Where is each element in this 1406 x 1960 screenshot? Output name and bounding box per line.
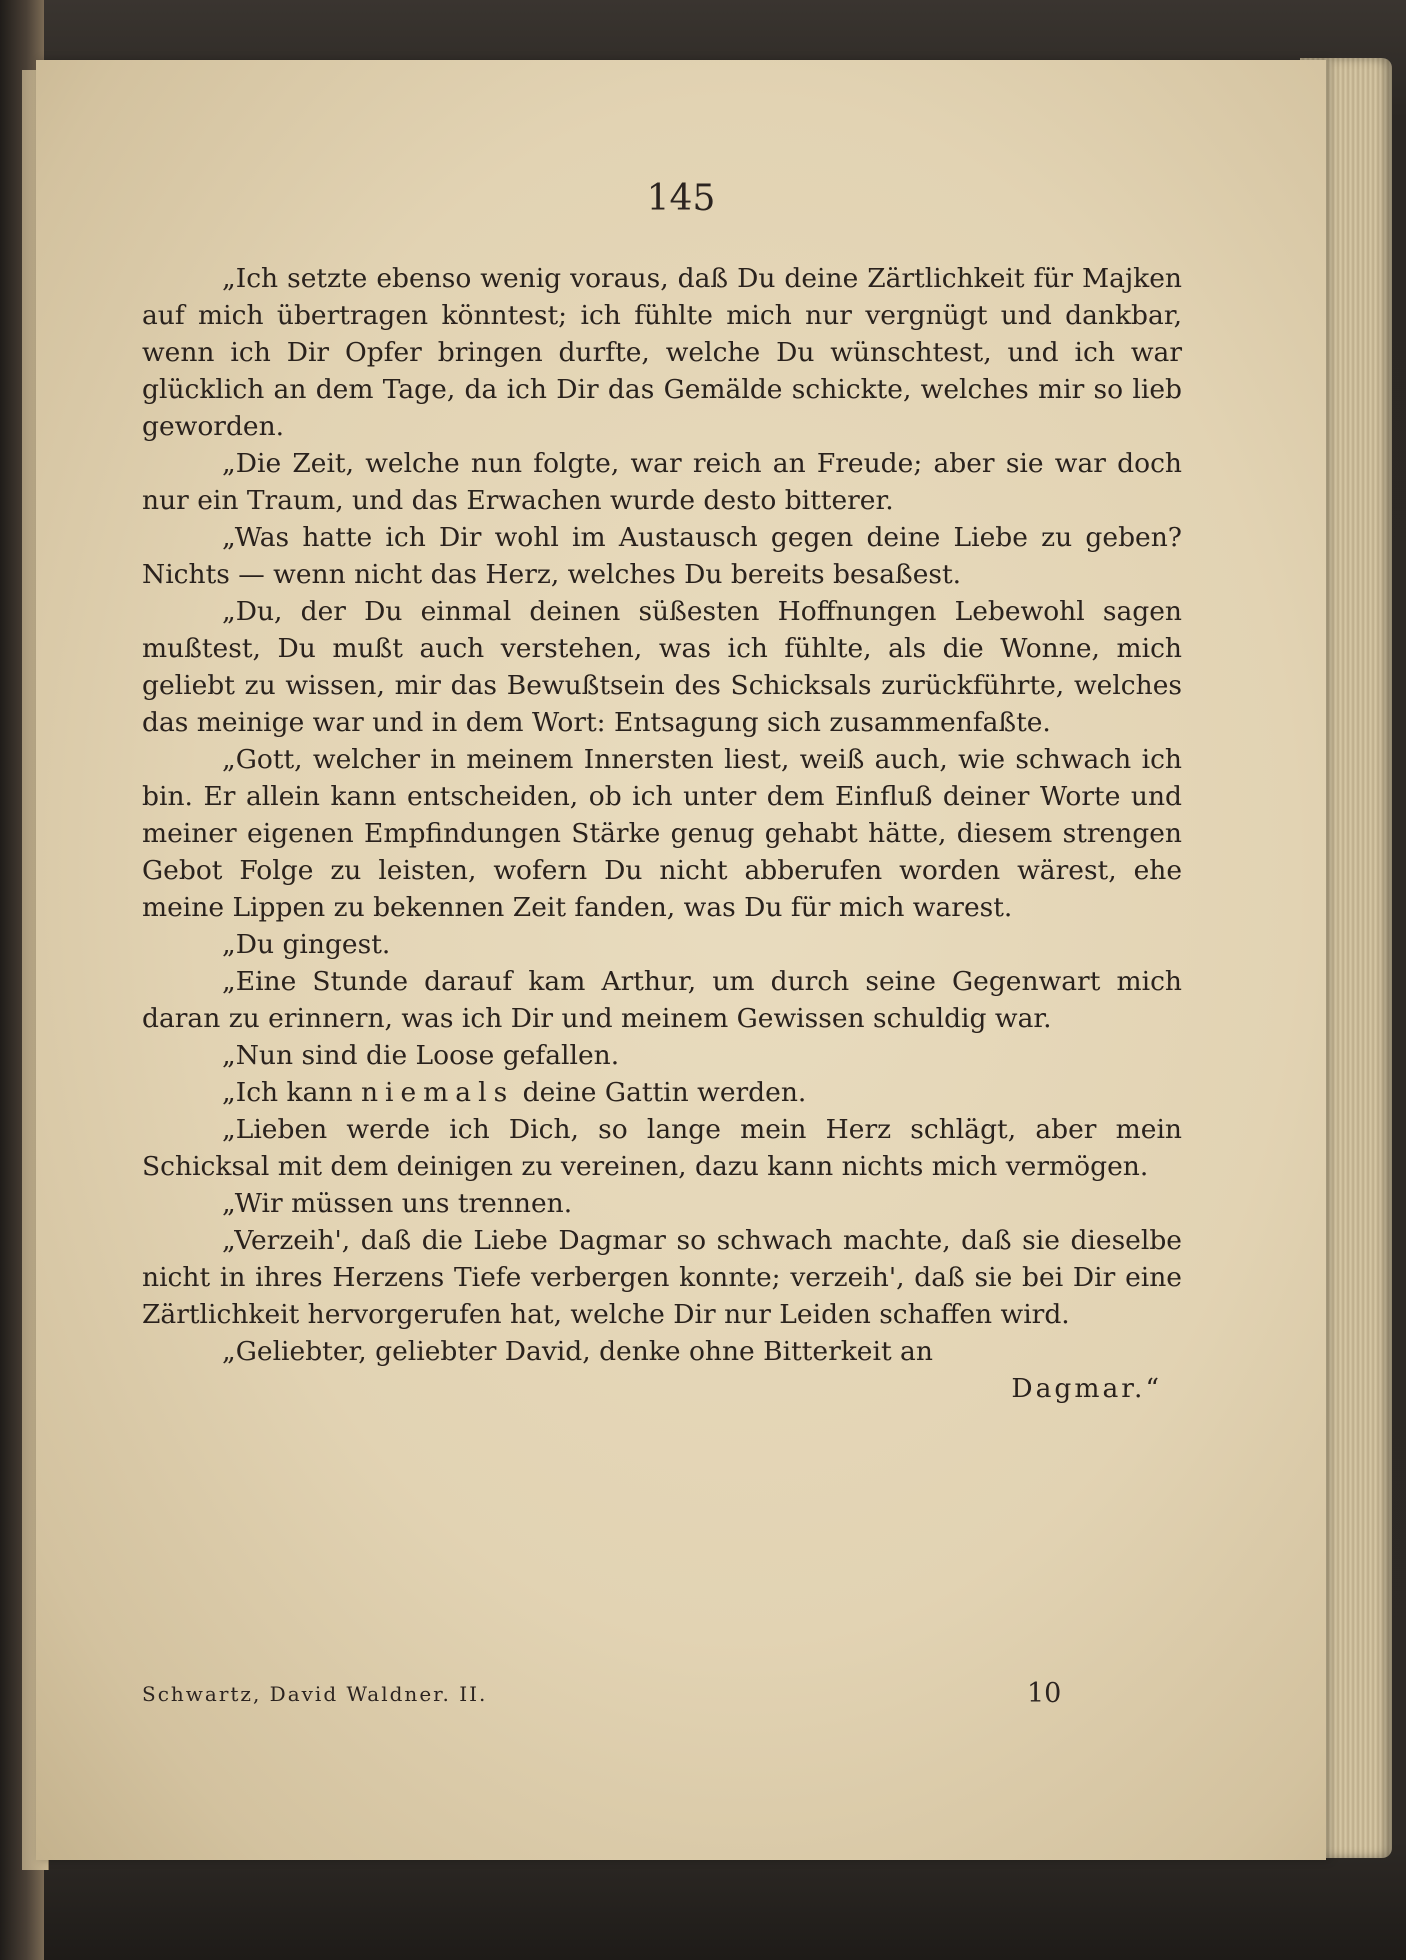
text-run: deine Gattin werden. bbox=[514, 1077, 807, 1108]
footer-sheet-signature: 10 bbox=[1027, 1678, 1062, 1709]
text-run: „Ich kann bbox=[222, 1077, 361, 1108]
paragraph-niemals bbox=[142, 1074, 1182, 1111]
paragraph: „Ich setzte ebenso wenig voraus, daß Du deine Zärtlichkeit für Majken auf mich übertragen könntest; ich fühlte mich nur vergnügt und dankbar, wenn ich Dir Opfer bringen durfte, welche Du wünschtest, und ich war glücklich an dem Tage, da ich Dir das Gemälde schickte, welches mir so lieb geworden. bbox=[142, 263, 1182, 442]
paragraph: „Du gingest. bbox=[222, 929, 391, 960]
paragraph: „Verzeih', daß die Liebe Dagmar so schwach machte, daß sie dieselbe nicht in ihres Herzens Tiefe verbergen konnte; verzeih', daß sie bei Dir eine Zärtlichkeit hervorgerufen hat, welche Dir nur Leiden schaffen wird. bbox=[142, 1225, 1182, 1330]
footer-book-title: Schwartz, David Waldner. II. bbox=[142, 1682, 488, 1706]
body-text bbox=[142, 260, 1182, 1407]
paragraph: „Eine Stunde darauf kam Arthur, um durch seine Gegenwart mich daran zu erinnern, was ich Dir und meinem Gewissen schuldig war. bbox=[142, 966, 1182, 1034]
page-number: 145 bbox=[646, 178, 716, 219]
emphasized-word: niemals bbox=[360, 1077, 515, 1108]
paragraph: „Lieben werde ich Dich, so lange mein Herz schlägt, aber mein Schicksal mit dem deinigen zu vereinen, dazu kann nichts mich vermögen. bbox=[142, 1114, 1182, 1182]
letter-signature: Dagmar.“ bbox=[1011, 1373, 1162, 1404]
page-footer bbox=[142, 1678, 1182, 1718]
paragraph: „Du, der Du einmal deinen süßesten Hoffnungen Lebewohl sagen mußtest, Du mußt auch verstehen, was ich fühlte, als die Wonne, mich geliebt zu wissen, mir das Bewußtsein des Schicksals zurückführte, welches das meinige war und in dem Wort: Entsagung sich zusammenfaßte. bbox=[142, 596, 1182, 738]
book-page bbox=[36, 60, 1326, 1860]
paragraph: „Gott, welcher in meinem Innersten liest, weiß auch, wie schwach ich bin. Er allein kann entscheiden, ob ich unter dem Einfluß deiner Worte und meiner eigenen Empfindungen Stärke genug gehabt hätte, diesem strengen Gebot Folge zu leisten, wofern Du nicht abberufen worden wärest, ehe meine Lippen zu bekennen Zeit fanden, was Du für mich warest. bbox=[142, 744, 1182, 923]
paragraph: „Was hatte ich Dir wohl im Austausch gegen deine Liebe zu geben? Nichts — wenn nicht das Herz, welches Du bereits besaßest. bbox=[142, 522, 1182, 590]
paragraph: „Wir müssen uns trennen. bbox=[222, 1188, 573, 1219]
paragraph: „Die Zeit, welche nun folgte, war reich an Freude; aber sie war doch nur ein Traum, und das Erwachen wurde desto bitterer. bbox=[142, 448, 1182, 516]
paragraph: „Geliebter, geliebter David, denke ohne Bitterkeit an bbox=[222, 1336, 933, 1367]
paragraph: „Nun sind die Loose gefallen. bbox=[222, 1040, 620, 1071]
